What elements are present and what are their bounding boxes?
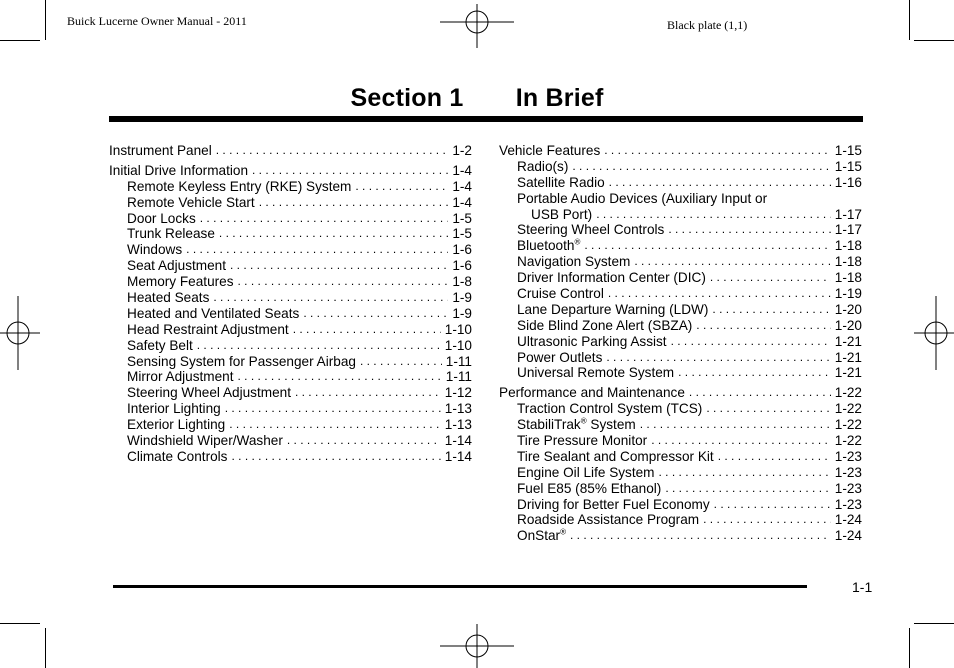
toc-entry-page: 1-22 bbox=[834, 417, 862, 433]
toc-entry-page: 1-15 bbox=[834, 158, 862, 174]
toc-entry bbox=[499, 365, 862, 381]
dot-leader bbox=[225, 401, 441, 417]
toc-entry-page: 1-22 bbox=[834, 385, 862, 401]
crop-mark bbox=[909, 0, 910, 40]
registration-mark-top bbox=[440, 4, 514, 48]
toc-entry-label: Fuel E85 (85% Ethanol) bbox=[517, 480, 662, 496]
dot-leader bbox=[355, 179, 448, 195]
toc-entry-page: 1-4 bbox=[452, 178, 472, 194]
toc-entry-page: 1-17 bbox=[834, 206, 862, 222]
toc-entry-page: 1-23 bbox=[834, 448, 862, 464]
toc-entry-label: Universal Remote System bbox=[517, 365, 675, 381]
toc-entry-page: 1-18 bbox=[834, 270, 862, 286]
toc-entry-label: StabiliTrak® System bbox=[517, 416, 636, 433]
toc-entry bbox=[499, 254, 862, 270]
toc-entry-page: 1-22 bbox=[834, 401, 862, 417]
toc-entry bbox=[109, 211, 472, 227]
toc-entry-label: Windshield Wiper/Washer bbox=[127, 433, 283, 449]
toc-entry bbox=[109, 290, 472, 306]
toc-entry-label: Engine Oil Life System bbox=[517, 464, 655, 480]
dot-leader bbox=[671, 334, 831, 350]
toc-entry bbox=[499, 238, 862, 254]
toc-entry-page: 1-9 bbox=[452, 305, 472, 321]
dot-leader bbox=[634, 254, 830, 270]
toc-entry-page: 1-23 bbox=[834, 480, 862, 496]
toc-entry-label: Head Restraint Adjustment bbox=[127, 321, 289, 337]
crop-mark bbox=[0, 623, 40, 624]
toc-entry-label: Driver Information Center (DIC) bbox=[517, 270, 706, 286]
toc-entry-page: 1-23 bbox=[834, 496, 862, 512]
toc-entry-label: Mirror Adjustment bbox=[127, 369, 234, 385]
crop-mark bbox=[914, 40, 954, 41]
toc-entry bbox=[499, 318, 862, 334]
dot-leader bbox=[714, 497, 831, 513]
section-name: In Brief bbox=[515, 84, 604, 112]
dot-leader bbox=[689, 385, 831, 401]
dot-leader bbox=[706, 401, 830, 417]
page-title bbox=[0, 84, 954, 113]
toc-entry-label: Tire Pressure Monitor bbox=[517, 433, 648, 449]
toc-entry bbox=[499, 191, 862, 207]
toc-entry-label: Seat Adjustment bbox=[127, 258, 226, 274]
toc-entry bbox=[109, 401, 472, 417]
dot-leader bbox=[584, 238, 830, 254]
toc-entry-page: 1-11 bbox=[445, 353, 472, 369]
toc-entry-page: 1-10 bbox=[444, 321, 472, 337]
toc-entry bbox=[109, 338, 472, 354]
toc-entry-label: Portable Audio Devices (Auxiliary Input or bbox=[517, 190, 768, 206]
toc-entry bbox=[109, 274, 472, 290]
toc-entry bbox=[109, 354, 472, 370]
manual-title: Buick Lucerne Owner Manual - 2011 bbox=[67, 14, 247, 28]
registration-mark-bottom bbox=[440, 624, 514, 668]
toc-entry bbox=[499, 449, 862, 465]
dot-leader bbox=[219, 226, 448, 242]
toc-entry bbox=[499, 385, 862, 401]
toc-entry-page: 1-21 bbox=[834, 365, 862, 381]
toc-entry-page: 1-4 bbox=[452, 194, 472, 210]
toc-entry bbox=[499, 286, 862, 302]
toc-entry-label: Sensing System for Passenger Airbag bbox=[127, 353, 356, 369]
registered-mark: ® bbox=[580, 416, 587, 426]
toc-entry bbox=[109, 449, 472, 465]
toc-entry bbox=[109, 163, 472, 179]
toc-entry bbox=[499, 222, 862, 238]
toc-entry-page: 1-4 bbox=[452, 162, 472, 178]
toc-entry-page: 1-8 bbox=[452, 274, 472, 290]
title-rule bbox=[109, 116, 863, 122]
dot-leader bbox=[712, 302, 830, 318]
toc-entry bbox=[499, 334, 862, 350]
toc-entry-label: Driving for Better Fuel Economy bbox=[517, 496, 710, 512]
toc-entry-page: 1-15 bbox=[834, 142, 862, 158]
dot-leader bbox=[259, 195, 449, 211]
toc-entry-page: 1-13 bbox=[444, 417, 472, 433]
toc-entry-page: 1-9 bbox=[452, 290, 472, 305]
dot-leader bbox=[197, 338, 441, 354]
toc-entry bbox=[499, 159, 862, 175]
toc-entry bbox=[499, 302, 862, 318]
toc-entry bbox=[109, 226, 472, 242]
toc-entry bbox=[109, 417, 472, 433]
dot-leader bbox=[570, 528, 831, 544]
toc-entry-label: Bluetooth® bbox=[517, 237, 581, 254]
toc-entry-label: Instrument Panel bbox=[109, 142, 212, 158]
crop-mark bbox=[909, 628, 910, 668]
dot-leader bbox=[230, 258, 448, 274]
dot-leader bbox=[360, 354, 442, 370]
dot-leader bbox=[216, 143, 449, 159]
dot-leader bbox=[238, 369, 442, 385]
dot-leader bbox=[596, 207, 831, 223]
toc-entry-label: Vehicle Features bbox=[499, 142, 601, 158]
toc-right-column bbox=[499, 143, 862, 544]
toc-entry-label: Tire Sealant and Compressor Kit bbox=[517, 448, 714, 464]
toc-entry bbox=[109, 433, 472, 449]
toc-entry bbox=[499, 465, 862, 481]
registration-mark-right bbox=[914, 296, 954, 370]
toc-entry bbox=[109, 385, 472, 401]
toc-entry-label: Steering Wheel Controls bbox=[517, 222, 665, 238]
toc-entry-page: 1-22 bbox=[834, 433, 862, 449]
toc-entry-page: 1-12 bbox=[444, 385, 472, 401]
dot-leader bbox=[659, 465, 831, 481]
crop-mark bbox=[914, 623, 954, 624]
dot-leader bbox=[696, 318, 830, 334]
toc-entry bbox=[109, 143, 472, 159]
section-number: Section 1 bbox=[350, 84, 464, 112]
toc-entry bbox=[499, 433, 862, 449]
dot-leader bbox=[608, 286, 831, 302]
dot-leader bbox=[287, 433, 441, 449]
toc-entry bbox=[499, 175, 862, 191]
toc-entry-page: 1-21 bbox=[834, 349, 862, 365]
page-number: 1-1 bbox=[852, 579, 873, 595]
dot-leader bbox=[231, 449, 440, 465]
toc-entry-page: 1-14 bbox=[444, 448, 472, 464]
toc-entry-label: Navigation System bbox=[517, 254, 631, 270]
toc-entry-page: 1-24 bbox=[834, 528, 862, 544]
dot-leader bbox=[678, 365, 831, 381]
toc-entry-label: Initial Drive Information bbox=[109, 162, 249, 178]
dot-leader bbox=[238, 274, 449, 290]
dot-leader bbox=[295, 385, 441, 401]
toc-entry-page: 1-23 bbox=[834, 464, 862, 480]
toc-entry-page: 1-10 bbox=[444, 337, 472, 353]
toc-entry bbox=[109, 258, 472, 274]
dot-leader bbox=[665, 481, 830, 497]
toc-entry-page: 1-14 bbox=[444, 433, 472, 449]
toc-entry-label: Ultrasonic Parking Assist bbox=[517, 333, 667, 349]
dot-leader bbox=[668, 222, 830, 238]
dot-leader bbox=[200, 211, 449, 227]
toc-entry-page: 1-6 bbox=[452, 242, 472, 258]
toc-entry-label: USB Port) bbox=[531, 206, 593, 222]
toc-entry bbox=[499, 350, 862, 366]
toc-entry bbox=[109, 242, 472, 258]
dot-leader bbox=[710, 270, 831, 286]
toc-entry-label: Lane Departure Warning (LDW) bbox=[517, 301, 709, 317]
toc-entry-page: 1-18 bbox=[834, 254, 862, 270]
dot-leader bbox=[213, 290, 448, 306]
crop-mark bbox=[45, 628, 46, 668]
dot-leader bbox=[293, 322, 441, 338]
toc-entry bbox=[499, 401, 862, 417]
toc-entry-label: Remote Vehicle Start bbox=[127, 194, 255, 210]
toc-entry-page: 1-6 bbox=[452, 258, 472, 274]
registered-mark: ® bbox=[574, 237, 581, 247]
toc-entry-label: Steering Wheel Adjustment bbox=[127, 385, 291, 401]
toc-entry-page: 1-5 bbox=[452, 210, 472, 226]
toc-entry-label: Windows bbox=[127, 242, 183, 258]
toc-entry-page: 1-19 bbox=[834, 286, 862, 301]
toc-entry bbox=[109, 195, 472, 211]
toc-entry-page: 1-2 bbox=[452, 142, 472, 158]
toc-entry bbox=[499, 481, 862, 497]
toc-entry-label: Side Blind Zone Alert (SBZA) bbox=[517, 317, 693, 333]
toc-entry-label: Traction Control System (TCS) bbox=[517, 401, 703, 417]
toc-entry-label: Radio(s) bbox=[517, 158, 569, 174]
plate-label: Black plate (1,1) bbox=[667, 18, 748, 32]
dot-leader bbox=[252, 163, 448, 179]
toc-entry bbox=[109, 306, 472, 322]
toc-entry-page: 1-20 bbox=[834, 301, 862, 317]
toc-entry-page: 1-11 bbox=[445, 369, 472, 385]
dot-leader bbox=[703, 512, 831, 528]
toc-entry-label: Power Outlets bbox=[517, 349, 603, 365]
toc-entry-label: Trunk Release bbox=[127, 226, 215, 242]
toc-entry bbox=[499, 270, 862, 286]
crop-mark bbox=[0, 40, 40, 41]
toc-entry-label: Door Locks bbox=[127, 210, 196, 226]
toc-entry bbox=[499, 497, 862, 513]
toc-entry-label: Climate Controls bbox=[127, 448, 228, 464]
dot-leader bbox=[572, 159, 830, 175]
toc-entry-page: 1-5 bbox=[452, 226, 472, 242]
toc-entry bbox=[109, 369, 472, 385]
toc-entry-label: Exterior Lighting bbox=[127, 417, 226, 433]
toc-entry-page: 1-24 bbox=[834, 512, 862, 528]
toc-entry-label: OnStar® bbox=[517, 527, 566, 544]
toc-entry bbox=[499, 143, 862, 159]
toc-entry-label: Heated and Ventilated Seats bbox=[127, 305, 300, 321]
registered-mark: ® bbox=[560, 527, 566, 537]
toc-entry-label: Roadside Assistance Program bbox=[517, 512, 700, 528]
toc-entry-label: Performance and Maintenance bbox=[499, 385, 685, 401]
toc-entry-label: Memory Features bbox=[127, 274, 234, 290]
dot-leader bbox=[718, 449, 831, 465]
footer-rule bbox=[113, 585, 807, 588]
toc-entry bbox=[499, 417, 862, 433]
toc-entry-page: 1-17 bbox=[834, 222, 862, 238]
toc-entry-label: Heated Seats bbox=[127, 290, 210, 305]
toc-entry bbox=[499, 512, 862, 528]
dot-leader bbox=[651, 433, 831, 449]
toc-entry-label: Interior Lighting bbox=[127, 401, 221, 417]
dot-leader bbox=[186, 242, 448, 258]
toc-entry-page: 1-18 bbox=[834, 238, 862, 254]
toc-entry-label: Cruise Control bbox=[517, 286, 604, 301]
registration-mark-left bbox=[0, 296, 40, 370]
dot-leader bbox=[606, 350, 830, 366]
toc-left-column bbox=[109, 143, 472, 465]
dot-leader bbox=[303, 306, 448, 322]
toc-entry-page: 1-20 bbox=[834, 317, 862, 333]
toc-entry bbox=[109, 322, 472, 338]
toc-entry bbox=[499, 528, 862, 544]
toc-entry bbox=[109, 179, 472, 195]
crop-mark bbox=[45, 0, 46, 40]
toc-entry-page: 1-16 bbox=[834, 174, 862, 190]
toc-entry-label: Satellite Radio bbox=[517, 174, 605, 190]
toc-entry-page: 1-13 bbox=[444, 401, 472, 417]
dot-leader bbox=[604, 143, 831, 159]
dot-leader bbox=[640, 417, 831, 433]
dot-leader bbox=[609, 175, 831, 191]
toc-entry-page: 1-21 bbox=[834, 333, 862, 349]
dot-leader bbox=[229, 417, 441, 433]
toc-entry bbox=[499, 207, 862, 223]
toc-entry-label: Safety Belt bbox=[127, 337, 193, 353]
toc-entry-label: Remote Keyless Entry (RKE) System bbox=[127, 178, 352, 194]
